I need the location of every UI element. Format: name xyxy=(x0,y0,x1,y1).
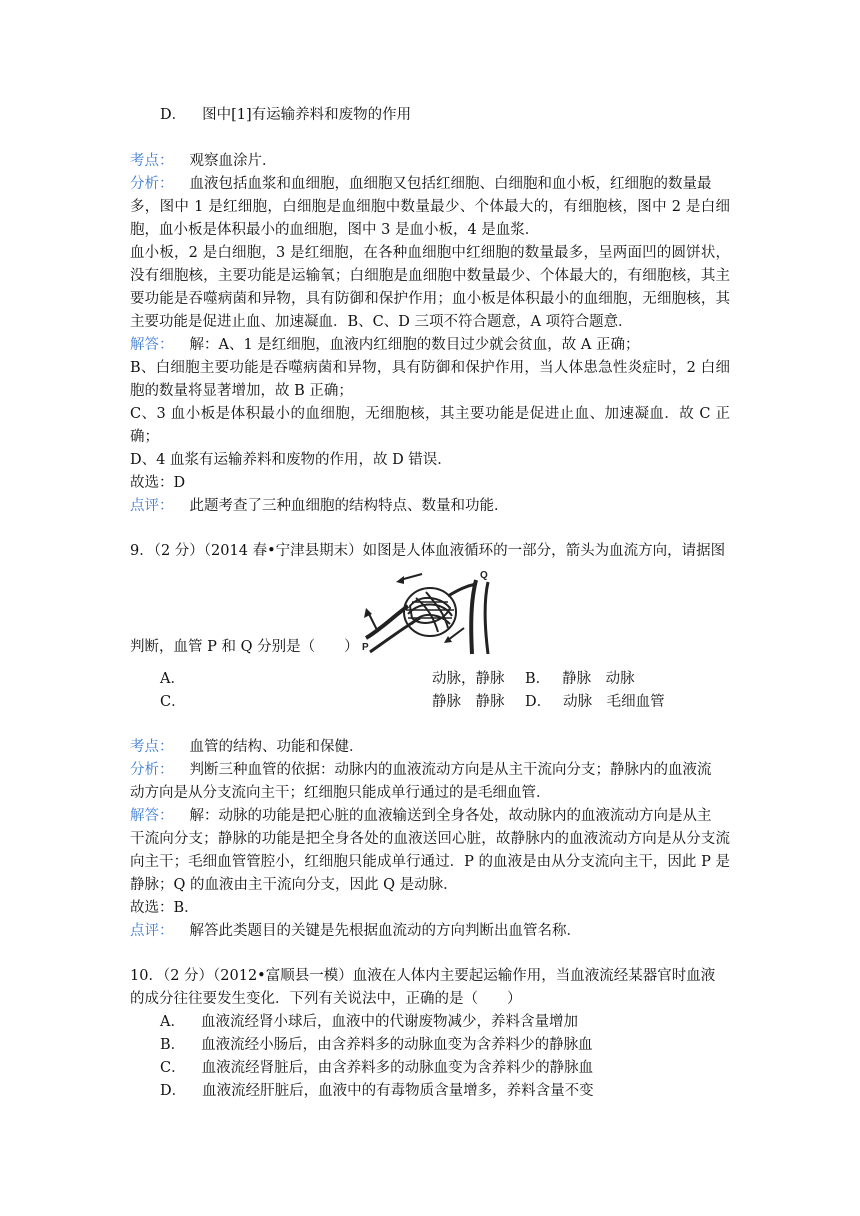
label-p: P xyxy=(362,642,369,653)
label-q: Q xyxy=(480,570,488,581)
q10-option-c-text: 血液流经肾脏后，由含养料多的动脉血变为含养料少的静脉血 xyxy=(201,1060,594,1076)
jieda-label: 解答： xyxy=(130,337,174,353)
q9-option-d-letter: D． xyxy=(525,694,552,710)
q8-answer: 故选：D xyxy=(130,475,186,491)
dianping-label: 点评： xyxy=(130,923,174,939)
q9-dianping xyxy=(130,920,581,942)
kaodian-text: 血管的结构、功能和保健． xyxy=(189,739,364,755)
fenxi-label: 分析： xyxy=(130,176,174,192)
q10-option-c-letter: C． xyxy=(160,1060,186,1076)
q10-option-a-text: 血液流经肾小球后，血液中的代谢废物减少，养料含量增加 xyxy=(200,1014,578,1030)
q10-stem-line1: 10．（2 分）（2012•富顺县一模）血液在人体内主要起运输作用，当血液流经某器官时血液 xyxy=(130,968,716,984)
dianping-text: 解答此类题目的关键是先根据血流动的方向判断出血管名称． xyxy=(189,923,581,939)
dianping-text: 此题考查了三种血细胞的结构特点、数量和功能． xyxy=(189,498,509,514)
kaodian-label: 考点： xyxy=(130,153,174,169)
q10-option-c xyxy=(160,1057,593,1079)
q10-option-b xyxy=(160,1034,593,1056)
q9-stem-line2: 判断，血管 P 和 Q 分别是（ ） xyxy=(130,639,359,655)
q8-jieda-c: C、3 血小板是体积最小的血细胞，无细胞核，其主要功能是促进止血、加速凝血．故 C 正确； xyxy=(130,406,730,445)
q9-jieda-rest: 干流向分支；静脉的功能是把全身各处的血液送回心脏，故静脉内的血液流动方向是从分支流向主干；毛细血管管腔小，红细胞只能成单行通过．P 的血液是由从分支流向主干，因此 P 是静脉；Q 的血液由主干流向分支，因此 Q 是动脉． xyxy=(130,831,730,893)
jieda-first-text: 解：A、1 是红细胞，血液内红细胞的数目过少就会贫血，故 A 正确； xyxy=(189,337,640,353)
q8-option-d-letter: D． xyxy=(160,107,187,123)
q8-option-d-text: 图中[1]有运输养料和废物的作用 xyxy=(202,107,412,123)
q8-kaodian xyxy=(130,150,277,172)
fenxi-first-text: 判断三种血管的依据：动脉内的血液流动方向是从主干流向分支；静脉内的血液流 xyxy=(189,762,712,778)
q9-option-c-text: 静脉 静脉 xyxy=(432,694,505,710)
q10-option-a-letter: A． xyxy=(160,1014,185,1030)
q8-fenxi-rest: 多，图中 1 是红细胞，白细胞是血细胞中数量最少、个体最大的，有细胞核，图中 2 是白细胞，血小板是体积最小的血细胞，图中 3 是血小板，4 是血浆． xyxy=(130,199,730,238)
q9-answer: 故选：B． xyxy=(130,900,199,916)
q9-kaodian xyxy=(130,736,364,758)
q9-fenxi-rest: 动方向是从分支流向主干；红细胞只能成单行通过的是毛细血管． xyxy=(130,785,551,801)
q8-option-d xyxy=(160,104,411,126)
q9-option-a-letter: A． xyxy=(160,671,185,687)
q8-jieda-b: B、白细胞主要功能是吞噬病菌和异物，具有防御和保护作用，当人体患急性炎症时，2 白细胞的数量将显著增加，故 B 正确； xyxy=(130,360,730,399)
kaodian-text: 观察血涂片． xyxy=(189,153,277,169)
q10-option-d xyxy=(160,1080,594,1102)
fenxi-label: 分析： xyxy=(130,762,174,778)
q9-fenxi-first-line xyxy=(130,759,712,781)
jieda-label: 解答： xyxy=(130,808,174,824)
q8-jieda-d: D、4 血浆有运输养料和废物的作用，故 D 错误． xyxy=(130,452,452,468)
q9-option-c-letter: C． xyxy=(160,694,186,710)
q10-option-d-text: 血液流经肝脏后，血液中的有毒物质含量增多，养料含量不变 xyxy=(202,1083,594,1099)
q9-option-a-text: 动脉，静脉 xyxy=(432,671,505,687)
dianping-label: 点评： xyxy=(130,498,174,514)
q9-option-b xyxy=(525,668,635,690)
q10-option-b-text: 血液流经小肠后，由含养料多的动脉血变为含养料少的静脉血 xyxy=(201,1037,593,1053)
q9-option-d xyxy=(525,691,665,713)
q8-jieda-first-line xyxy=(130,334,640,356)
q9-option-b-text: 静脉 动脉 xyxy=(562,671,635,687)
q8-fenxi-first-line xyxy=(130,173,712,195)
jieda-first-text: 解：动脉的功能是把心脏的血液输送到全身各处，故动脉内的血液流动方向是从主 xyxy=(189,808,712,824)
q10-stem-line2: 的成分往往要发生变化．下列有关说法中，正确的是（ ） xyxy=(130,991,522,1007)
q10-option-a xyxy=(160,1011,578,1033)
q8-fenxi-paragraph-2: 血小板，2 是白细胞，3 是红细胞，在各种血细胞中红细胞的数量最多，呈两面凹的圆饼状，没有细胞核，主要功能是运输氧；白细胞是血细胞中数量最少、个体最大的，有细胞核，其主要功能是吞噬病菌和异物，具有防御和保护作用；血小板是体积最小的血细胞，无细胞核，其主要功能是促进止血、加速凝血．B、C、D 三项不符合题意，A 项符合题意． xyxy=(130,245,730,330)
blood-vessel-figure xyxy=(360,566,502,656)
q8-dianping xyxy=(130,495,509,517)
q9-option-b-letter: B． xyxy=(525,671,551,687)
q9-jieda-first-line xyxy=(130,805,712,827)
fenxi-first-text: 血液包括血浆和血细胞，血细胞又包括红细胞、白细胞和血小板，红细胞的数量最 xyxy=(189,176,712,192)
q9-stem-line1: 9．（2 分）（2014 春•宁津县期末）如图是人体血液循环的一部分，箭头为血流方向，请据图 xyxy=(130,543,726,559)
q10-option-b-letter: B． xyxy=(160,1037,186,1053)
q9-option-d-text: 动脉 毛细血管 xyxy=(563,694,665,710)
q10-option-d-letter: D． xyxy=(160,1083,187,1099)
kaodian-label: 考点： xyxy=(130,739,174,755)
